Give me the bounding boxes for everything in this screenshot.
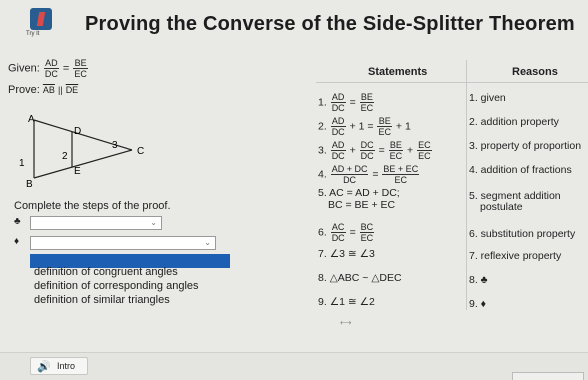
vertex-a-label: A xyxy=(28,114,35,125)
given-den-right: EC xyxy=(74,69,87,79)
statement-number: 8. xyxy=(318,272,327,284)
footer-right-panel xyxy=(512,372,584,380)
diamond-dropdown[interactable] xyxy=(30,236,216,250)
statement-8-text: △ABC ~ △DEC xyxy=(329,272,402,284)
reason-9: 9. ♦ xyxy=(469,298,487,310)
option-congruent-angles[interactable]: definition of congruent angles xyxy=(34,266,178,278)
statement-5a-text: AC = AD + DC; xyxy=(329,187,400,199)
option-corresponding-angles[interactable]: definition of corresponding angles xyxy=(34,280,199,292)
instructions: Complete the steps of the proof. xyxy=(14,200,171,212)
page-title: Proving the Converse of the Side-Splitter Theorem xyxy=(85,13,575,35)
reason-2: 2. addition property xyxy=(469,116,559,128)
given-fraction-left xyxy=(44,58,59,79)
intro-label: Intro xyxy=(57,361,76,371)
statement-9 xyxy=(318,296,375,308)
header xyxy=(0,0,588,50)
given-equals: = xyxy=(62,62,70,75)
statement-9-text: ∠1 ≅ ∠2 xyxy=(329,296,375,308)
prove-segment-b: DE xyxy=(65,85,79,95)
angle-1-label: 1 xyxy=(19,158,25,169)
statement-2: 2. $\frac{AD}{DC}$ + 1 = $\frac{BE}{EC}$ + 1 xyxy=(318,116,411,137)
intro-button[interactable] xyxy=(30,357,88,375)
reason-5b: postulate xyxy=(480,201,523,213)
statement-4: 4. $\frac{AD + DC}{DC}$ = $\frac{BE + EC}{EC}$ xyxy=(318,164,419,185)
statement-3: 3. $\frac{AD}{DC}$ + $\frac{DC}{DC}$ = $\frac{BE}{EC}$ + $\frac{EC}{EC}$ xyxy=(318,140,431,161)
statement-7 xyxy=(318,248,375,260)
given-statement xyxy=(8,58,89,79)
vertex-c-label: C xyxy=(137,146,145,157)
app-logo-icon xyxy=(30,8,52,30)
option-similar-triangles[interactable]: definition of similar triangles xyxy=(34,294,170,306)
reason-3: 3. property of proportion xyxy=(469,140,582,152)
statement-number: 2. xyxy=(318,120,327,133)
speaker-icon: 🔊 xyxy=(37,361,51,373)
statement-5b: BC = BE + EC xyxy=(328,199,396,211)
statement-6: 6. $\frac{AC}{DC}$ = $\frac{BC}{EC}$ xyxy=(318,222,374,243)
club-dropdown[interactable] xyxy=(30,216,162,230)
angle-3-label: 3 xyxy=(112,140,118,151)
prove-segment-a: AB xyxy=(42,85,55,95)
given-den-left: DC xyxy=(44,69,58,79)
diamond-bullet: ♦ xyxy=(14,236,20,247)
angle-2-label: 2 xyxy=(62,151,68,162)
reason-4: 4. addition of fractions xyxy=(469,164,572,176)
statement-number: 6. xyxy=(318,226,327,239)
table-header-divider xyxy=(316,82,588,83)
prove-parallel: || xyxy=(57,85,63,95)
reason-5a: 5. segment addition xyxy=(469,190,561,202)
statement-1: 1. $\frac{AD}{DC}$ = $\frac{BE}{EC}$ xyxy=(318,92,374,113)
reason-8: 8. ♣ xyxy=(469,274,488,286)
statement-number: 3. xyxy=(318,144,327,157)
prove-label: Prove: xyxy=(8,84,40,96)
point-d-label: D xyxy=(74,126,82,137)
given-fraction-right xyxy=(73,58,88,79)
statement-number: 5. xyxy=(318,187,327,199)
statement-number: 9. xyxy=(318,296,327,308)
table-column-divider xyxy=(466,60,467,310)
bottom-bar xyxy=(0,352,588,380)
resize-arrow-icon: ⟷ xyxy=(340,318,352,327)
given-label: Given: xyxy=(8,62,40,75)
prove-statement xyxy=(8,84,78,96)
statement-number: 7. xyxy=(318,248,327,260)
given-num-right: BE xyxy=(74,58,87,68)
side-bc xyxy=(34,150,132,178)
vertex-b-label: B xyxy=(26,179,33,190)
statement-8 xyxy=(318,272,402,284)
statement-number: 1. xyxy=(318,96,327,109)
chevron-down-icon: ⌄ xyxy=(204,238,211,247)
statement-7-text: ∠3 ≅ ∠3 xyxy=(329,248,375,260)
statements-header: Statements xyxy=(368,66,428,78)
logo-caption: Try It xyxy=(26,31,40,37)
reasons-header: Reasons xyxy=(512,66,558,78)
reason-1: 1. given xyxy=(469,92,506,104)
given-num-left: AD xyxy=(45,58,58,68)
statement-5a xyxy=(318,187,400,199)
triangle-diagram xyxy=(12,110,162,195)
club-bullet: ♣ xyxy=(14,216,21,227)
reason-7: 7. reflexive property xyxy=(469,250,562,262)
statement-number: 4. xyxy=(318,168,327,181)
point-e-label: E xyxy=(74,166,81,177)
reason-6: 6. substitution property xyxy=(469,228,576,240)
chevron-down-icon: ⌄ xyxy=(150,218,157,227)
